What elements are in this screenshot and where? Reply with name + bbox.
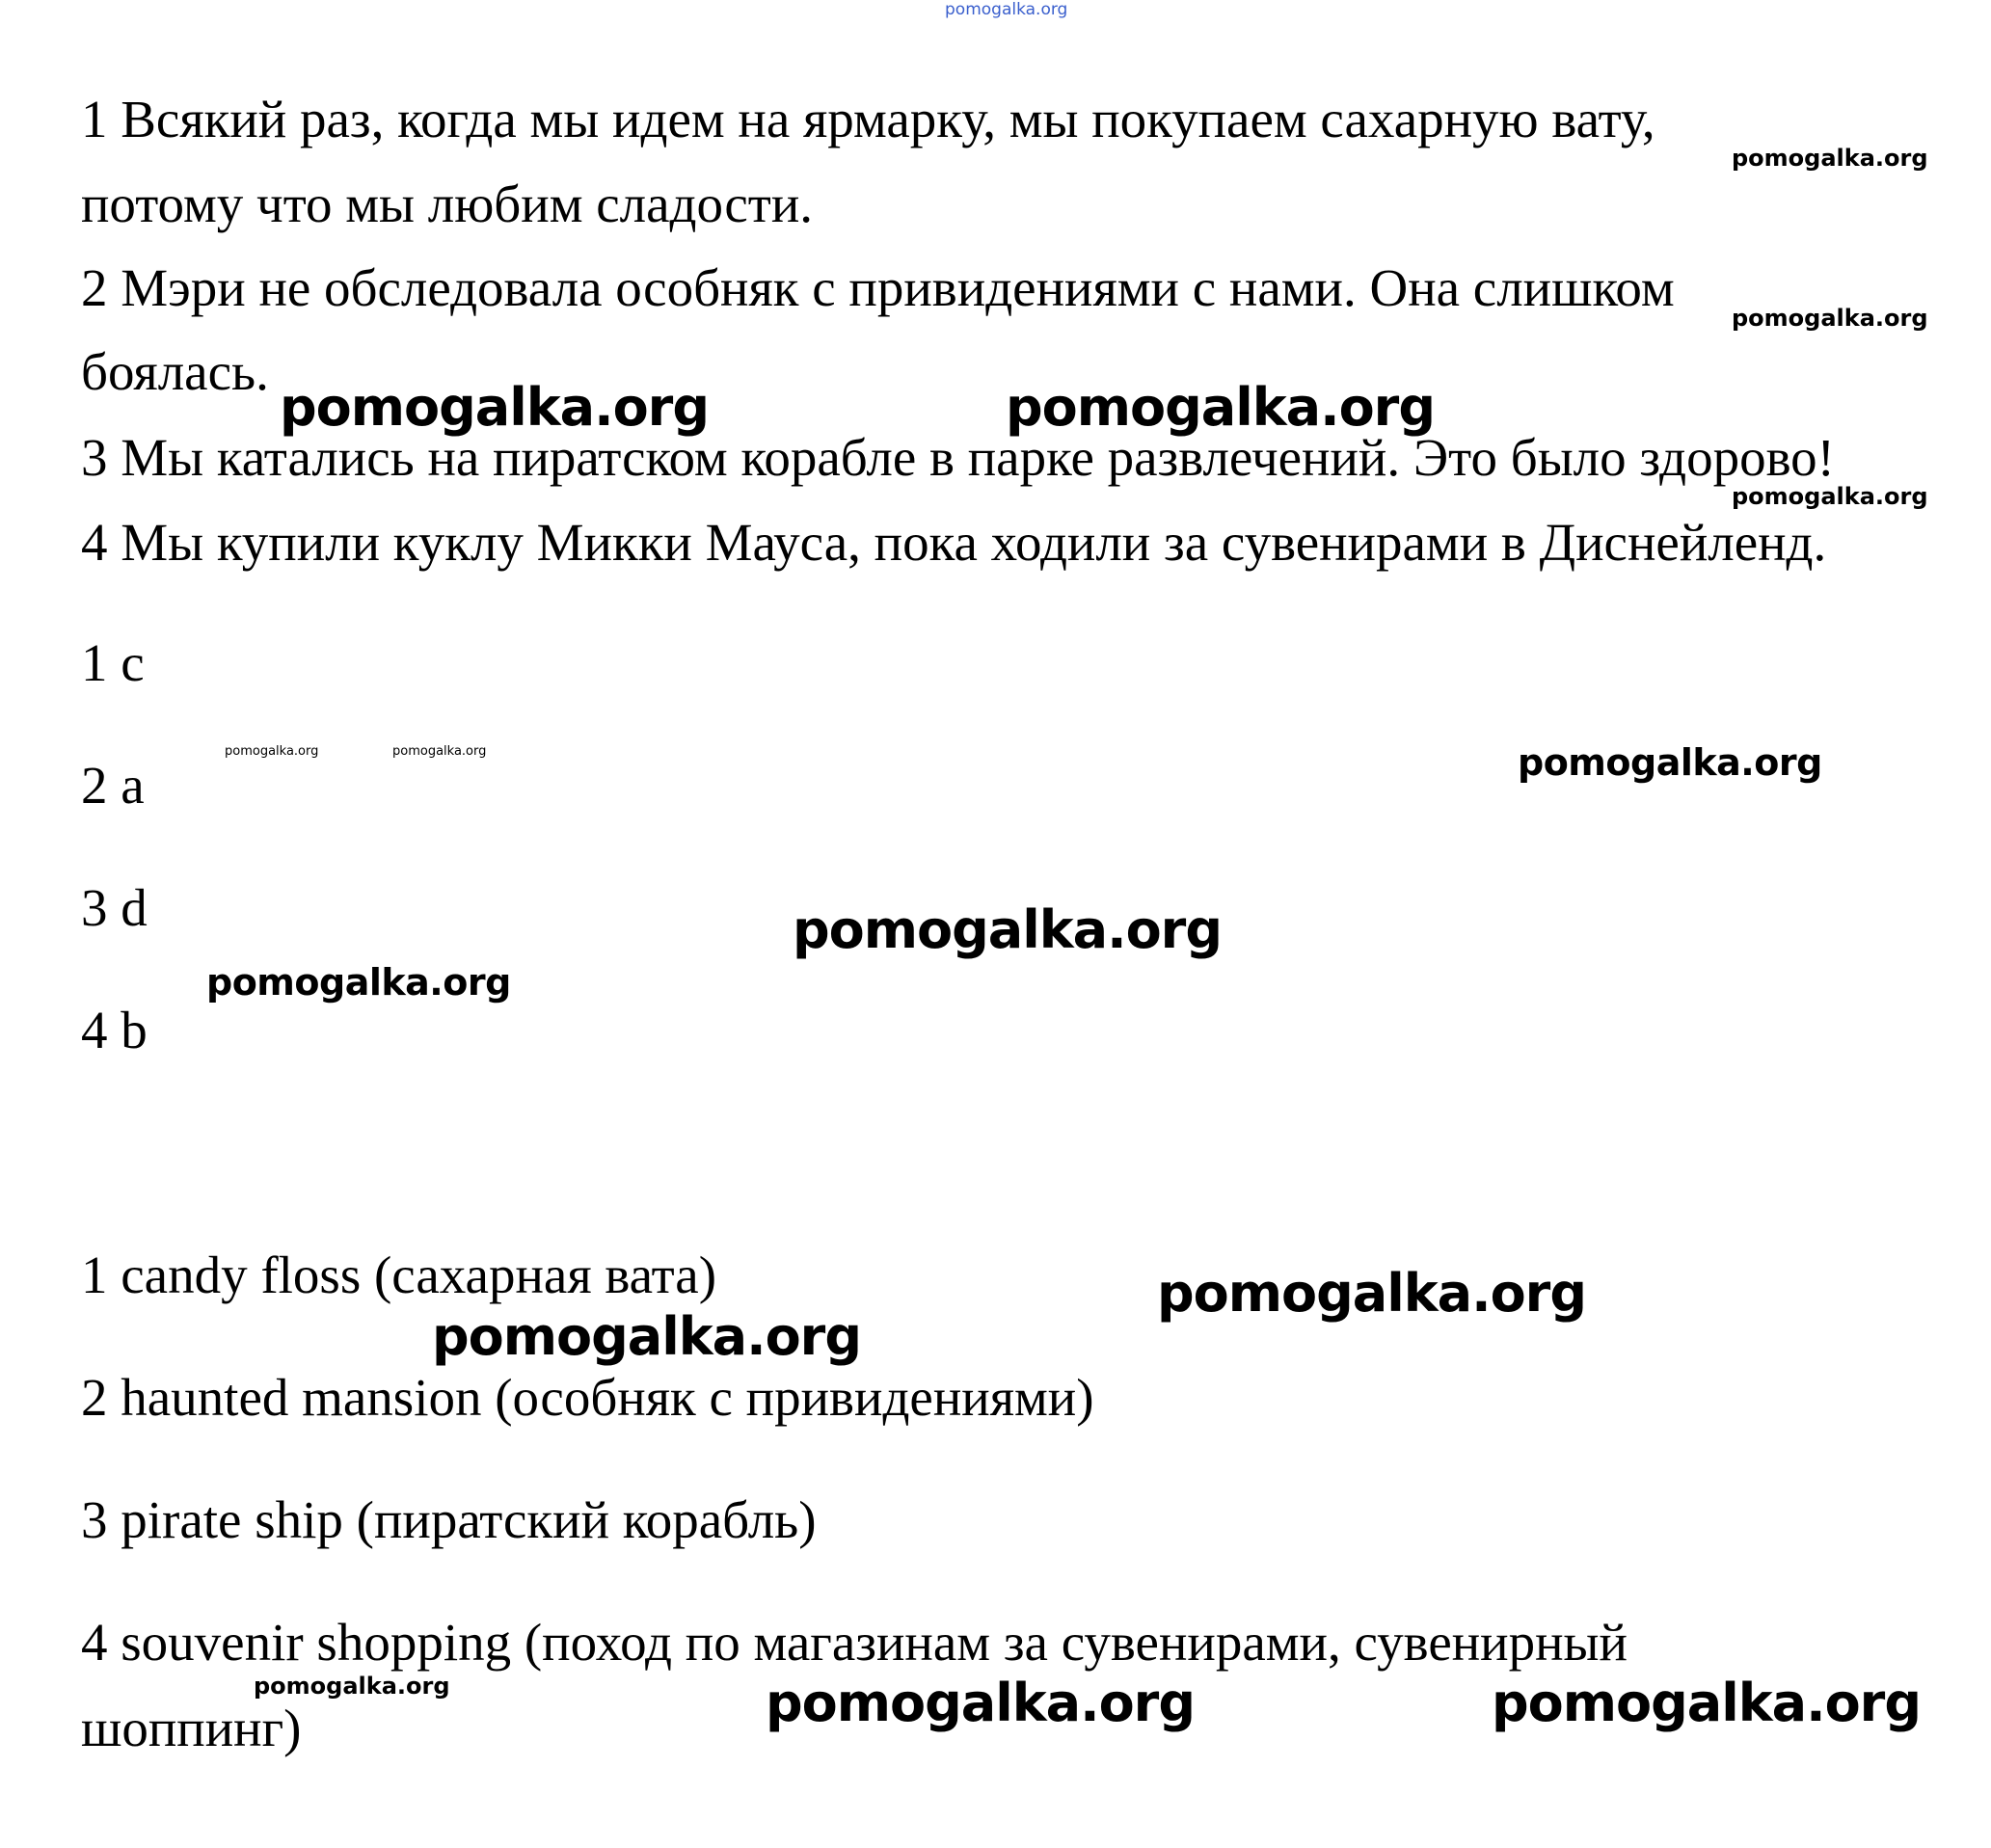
watermark: pomogalka.org: [392, 744, 487, 759]
translation-line-3: 2 Мэри не обследовала особняк с привидениями с нами. Она слишком: [81, 258, 1675, 317]
watermark: pomogalka.org: [1157, 1263, 1586, 1324]
vocabulary-item-2: 2 haunted mansion (особняк с привидениями): [81, 1368, 1094, 1427]
translation-line-5: 3 Мы катались на пиратском корабле в парке развлечений. Это было здорово!: [81, 428, 1835, 487]
answer-2: 2 a: [81, 756, 145, 815]
vocabulary-item-3: 3 pirate ship (пиратский корабль): [81, 1490, 817, 1549]
watermark: pomogalka.org: [432, 1306, 861, 1367]
watermark: pomogalka.org: [254, 1673, 450, 1700]
translation-line-2: потому что мы любим сладости.: [81, 174, 814, 233]
translation-line-1: 1 Всякий раз, когда мы идем на ярмарку, мы покупаем сахарную вату,: [81, 90, 1655, 148]
watermark: pomogalka.org: [793, 899, 1222, 960]
watermark: pomogalka.org: [280, 377, 709, 438]
vocabulary-item-1: 1 candy floss (сахарная вата): [81, 1245, 717, 1304]
vocabulary-item-4: 4 souvenir shopping (поход по магазинам за сувенирами, сувенирный: [81, 1613, 1628, 1672]
answer-1: 1 c: [81, 633, 145, 692]
watermark: pomogalka.org: [766, 1673, 1195, 1733]
answer-4: 4 b: [81, 1001, 148, 1059]
vocabulary-item-4-continuation: шоппинг): [81, 1699, 302, 1757]
watermark: pomogalka.org: [225, 744, 319, 759]
watermark: pomogalka.org: [1732, 145, 1928, 172]
watermark: pomogalka.org: [206, 961, 511, 1004]
watermark: pomogalka.org: [1732, 305, 1928, 332]
watermark: pomogalka.org: [1006, 377, 1435, 438]
watermark: pomogalka.org: [1518, 741, 1822, 784]
watermark-header: pomogalka.org: [945, 0, 1068, 19]
translation-line-6: 4 Мы купили куклу Микки Мауса, пока ходили за сувенирами в Диснейленд.: [81, 513, 1827, 572]
translation-line-4: боялась.: [81, 342, 269, 401]
watermark: pomogalka.org: [1492, 1673, 1921, 1733]
watermark: pomogalka.org: [1732, 483, 1928, 510]
answer-3: 3 d: [81, 878, 148, 937]
